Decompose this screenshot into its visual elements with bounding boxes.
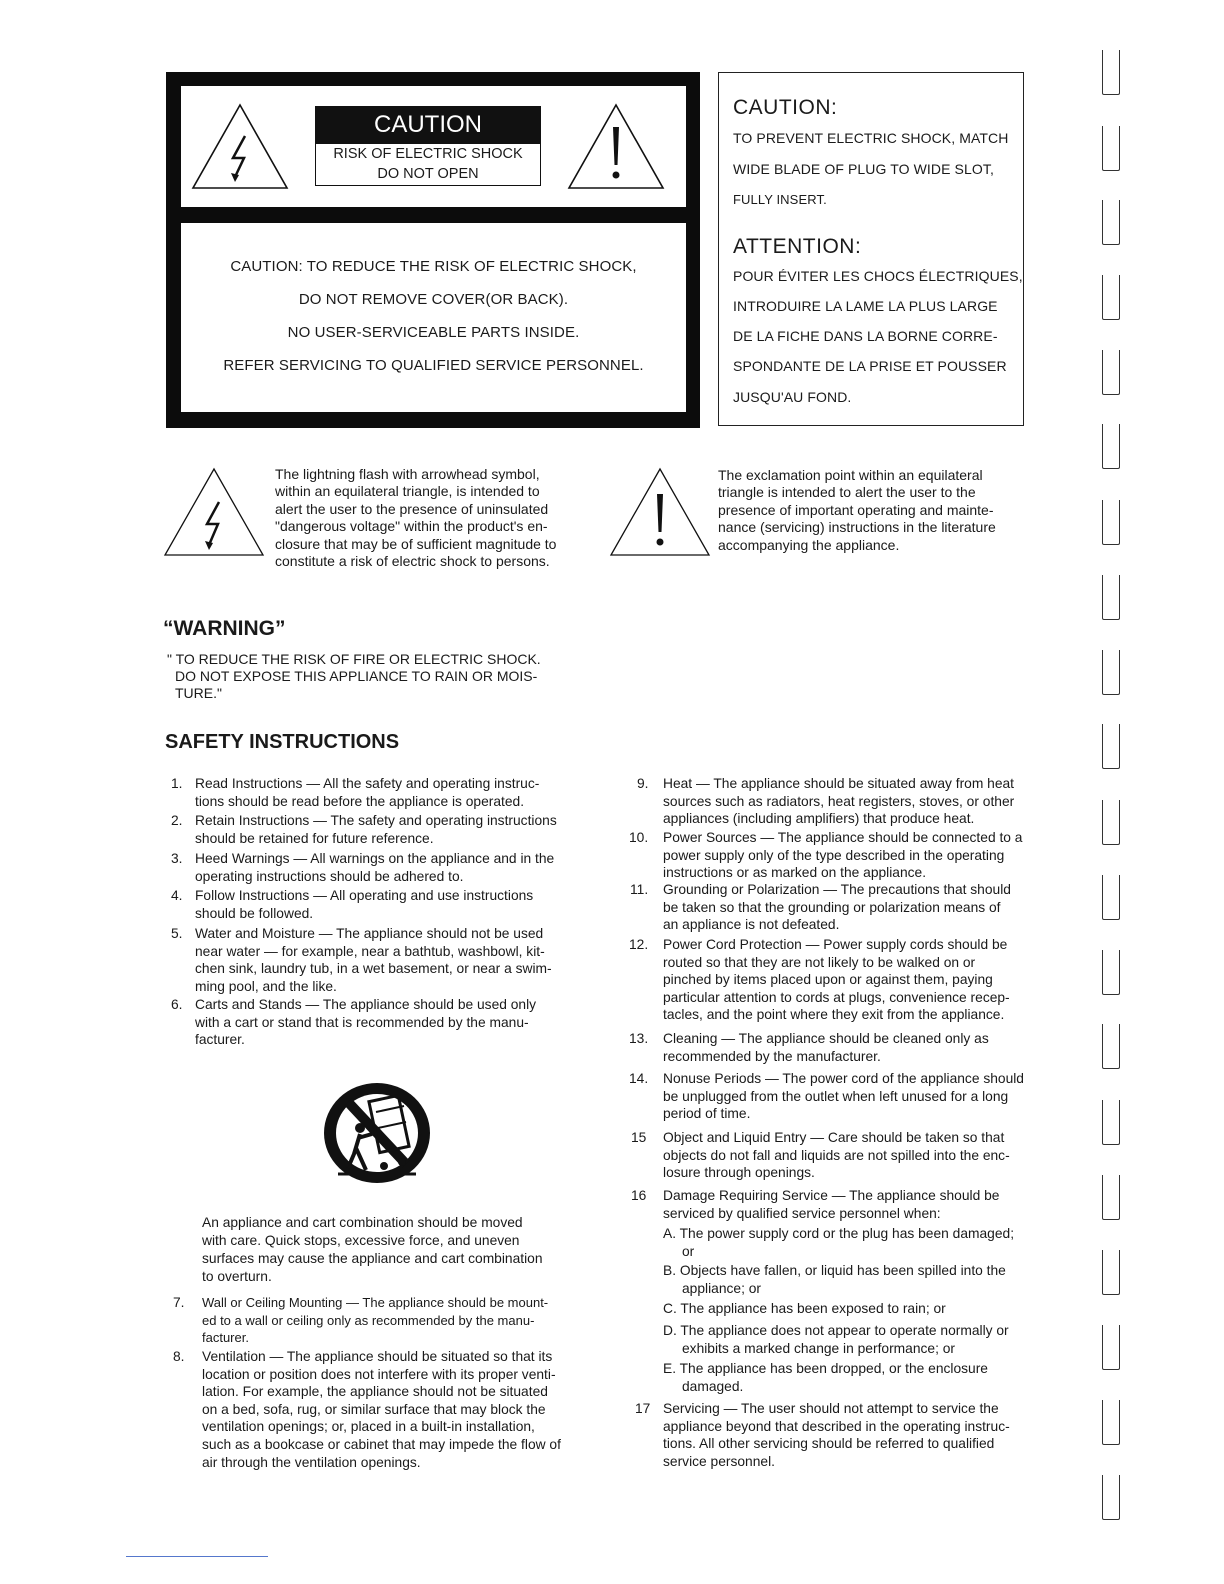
lightning-triangle-icon bbox=[162, 466, 266, 558]
safety-item-13: 13. Cleaning — The appliance should be cleaned only as recommended by the manufacturer. bbox=[629, 1031, 989, 1064]
plug-caution-line: FULLY INSERT. bbox=[733, 192, 827, 207]
attention-line: INTRODUIRE LA LAME LA PLUS LARGE bbox=[733, 298, 998, 314]
damage-condition-d: D. The appliance does not appear to operate normally or exhibits a marked change in performance; or bbox=[663, 1323, 1009, 1356]
binder-mark bbox=[1102, 283, 1120, 320]
safety-item-2: 2. Retain Instructions — The safety and operating instructions should be retained for future reference. bbox=[171, 813, 557, 846]
safety-item-9: 9. Heat — The appliance should be situated away from heat sources such as radiators, heat registers, stoves, or other appliances (including amplifiers) that produce heat. bbox=[637, 776, 1015, 827]
binder-mark bbox=[1102, 134, 1120, 171]
warning-line: TURE." bbox=[175, 685, 222, 701]
safety-item-4: 4. Follow Instructions — All operating and use instructions should be followed. bbox=[171, 888, 534, 921]
safety-item-6: 6. Carts and Stands — The appliance should be used only with a cart or stand that is recommended by the manu- facturer. bbox=[171, 997, 537, 1048]
safety-item-3: 3. Heed Warnings — All warnings on the appliance and in the operating instructions should be adhered to. bbox=[171, 851, 555, 884]
binder-mark bbox=[1102, 732, 1120, 769]
cart-caution-paragraph: An appliance and cart combination should be moved with care. Quick stops, excessive force, and uneven surfaces may cause the appliance and cart combination to overturn. bbox=[202, 1215, 543, 1284]
binder-mark bbox=[1102, 1258, 1120, 1295]
attention-line: DE LA FICHE DANS LA BORNE CORRE- bbox=[733, 328, 998, 344]
exclamation-explanation: The exclamation point within an equilateral triangle is intended to alert the user to the presence of important operating and mainte- nance (servicing) instructions in the literature accompanying the appliance. bbox=[718, 467, 996, 553]
safety-item-8: 8. Ventilation — The appliance should be situated so that its location or position does not interfere with its proper venti- lation. For example, the appliance should not be situated on a bed, sofa, rug, or similar surface that may block the ventilation openings; or, placed in a built-in installation, such as a bookcase or cabinet that may impede the flow of air through the ventilation openings. bbox=[173, 1349, 561, 1470]
safety-item-15: 15 Object and Liquid Entry — Care should be taken so that objects do not fall and liquids are not spilled into the enc- losure through openings. bbox=[631, 1130, 1010, 1181]
caution-panel-bottom bbox=[181, 223, 686, 412]
safety-item-16: 16 Damage Requiring Service — The appliance should be serviced by qualified service personnel when: bbox=[631, 1188, 1000, 1221]
safety-item-17: 17 Servicing — The user should not attempt to service the appliance beyond that described in the operating instruc- tions. All other servicing should be referred to qualified service personnel. bbox=[635, 1401, 1010, 1469]
attention-line: JUSQU'AU FOND. bbox=[733, 389, 852, 405]
plug-caution-line: WIDE BLADE OF PLUG TO WIDE SLOT, bbox=[733, 161, 994, 177]
safety-item-10: 10. Power Sources — The appliance should be connected to a power supply only of the type described in the operating instructions or as marked on the appliance. bbox=[629, 830, 1023, 881]
binder-mark bbox=[1102, 432, 1120, 469]
binder-mark bbox=[1102, 58, 1120, 95]
binder-mark bbox=[1102, 1183, 1120, 1220]
lightning-explanation: The lightning flash with arrowhead symbol, within an equilateral triangle, is intended to alert the user to the presence of uninsulated "dangerous voltage" within the product's en- closure that may be of sufficient magnitude to constitute a risk of electric shock to persons. bbox=[275, 466, 557, 570]
binder-mark bbox=[1102, 358, 1120, 395]
binder-mark bbox=[1102, 808, 1120, 845]
binder-mark bbox=[1102, 1408, 1120, 1445]
caution-label: CAUTION bbox=[315, 106, 541, 144]
damage-condition-a: A. The power supply cord or the plug has been damaged; or bbox=[663, 1226, 1015, 1259]
binder-mark bbox=[1102, 883, 1120, 920]
safety-item-11: 11. Grounding or Polarization — The precautions that should be taken so that the grounding or polarization means of an appliance is not defeated. bbox=[630, 882, 1011, 933]
attention-line: SPONDANTE DE LA PRISE ET POUSSER bbox=[733, 358, 1007, 374]
binder-mark bbox=[1102, 508, 1120, 545]
caution-line-2: DO NOT REMOVE COVER(OR BACK). bbox=[298, 291, 569, 308]
caution-line-1: CAUTION: TO REDUCE THE RISK OF ELECTRIC SHOCK, bbox=[230, 258, 637, 275]
caution-line-4: REFER SERVICING TO QUALIFIED SERVICE PERSONNEL. bbox=[223, 357, 644, 374]
caution-line-3: NO USER-SERVICEABLE PARTS INSIDE. bbox=[287, 324, 580, 341]
safety-item-12: 12. Power Cord Protection — Power supply cords should be routed so that they are not likely to be walked on or pinched by items placed upon or against them, paying particular attention to cords at plugs, convenience recep- tacles, and the point where they exit from the appliance. bbox=[629, 937, 1010, 1023]
binder-mark bbox=[1102, 1483, 1120, 1520]
exclamation-triangle-icon bbox=[608, 466, 712, 558]
safety-item-1: 1. Read Instructions — All the safety and operating instruc- tions should be read before the appliance is operated. bbox=[171, 776, 540, 809]
binder-mark bbox=[1102, 1108, 1120, 1145]
plug-caution-heading: CAUTION: bbox=[733, 96, 838, 119]
attention-heading: ATTENTION: bbox=[733, 235, 862, 258]
binder-mark bbox=[1102, 1032, 1120, 1069]
safety-item-5: 5. Water and Moisture — The appliance should not be used near water — for example, near a bathtub, washbowl, kit- chen sink, laundry tub, in a wet basement, or near a swim- ming pool, and the like. bbox=[171, 926, 552, 994]
safety-item-14: 14. Nonuse Periods — The power cord of the appliance should be unplugged from the outlet when left unused for a long period of time. bbox=[629, 1071, 1024, 1122]
warning-title: “WARNING” bbox=[163, 617, 286, 640]
damage-condition-e: E. The appliance has been dropped, or the enclosure damaged. bbox=[663, 1361, 988, 1394]
binder-mark bbox=[1102, 208, 1120, 245]
plug-caution-line: TO PREVENT ELECTRIC SHOCK, MATCH bbox=[733, 130, 1009, 146]
exclamation-triangle-icon bbox=[566, 101, 666, 191]
binder-mark bbox=[1102, 958, 1120, 995]
safety-item-7: 7. Wall or Ceiling Mounting — The appliance should be mount- ed to a wall or ceiling only as recommended by the manu- facturer. bbox=[173, 1295, 549, 1346]
lightning-triangle-icon bbox=[190, 101, 290, 191]
binder-mark bbox=[1102, 583, 1120, 620]
do-not-open-text: DO NOT OPEN bbox=[377, 166, 479, 182]
binder-mark bbox=[1102, 1333, 1120, 1370]
damage-condition-b: B. Objects have fallen, or liquid has been spilled into the appliance; or bbox=[663, 1263, 1006, 1296]
attention-line: POUR ÉVITER LES CHOCS ÉLECTRIQUES, bbox=[733, 268, 1023, 284]
warning-line: DO NOT EXPOSE THIS APPLIANCE TO RAIN OR MOIS- bbox=[175, 668, 538, 684]
damage-condition-c: C. The appliance has been exposed to rain; or bbox=[663, 1301, 946, 1316]
safety-instructions-title: SAFETY INSTRUCTIONS bbox=[165, 731, 400, 753]
binder-mark bbox=[1102, 658, 1120, 695]
cart-warning-icon bbox=[318, 1078, 436, 1190]
warning-line: " TO REDUCE THE RISK OF FIRE OR ELECTRIC SHOCK. bbox=[167, 651, 541, 667]
risk-of-shock-text: RISK OF ELECTRIC SHOCK bbox=[333, 146, 523, 162]
footer-rule bbox=[126, 1556, 268, 1557]
